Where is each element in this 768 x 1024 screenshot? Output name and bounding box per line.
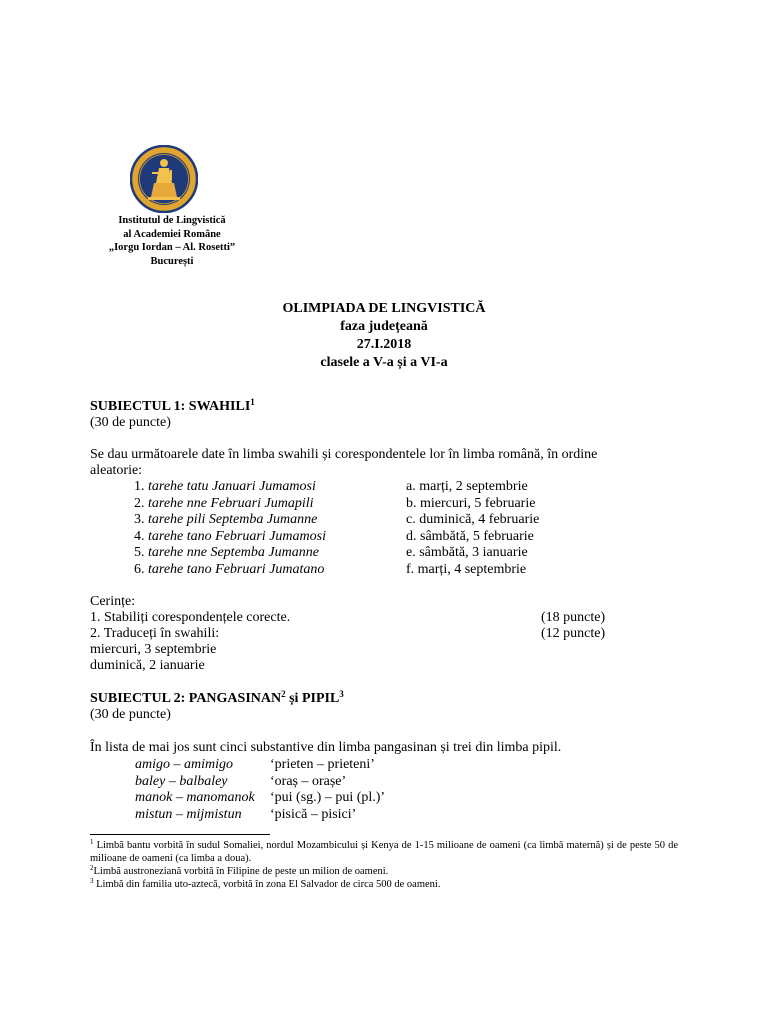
subject2-heading-text: și PIPIL — [285, 691, 340, 706]
footnote-separator — [90, 834, 270, 835]
footnote-number: 1 — [90, 838, 94, 846]
romanian-options — [406, 478, 539, 577]
list-item-text: tarehe nne Februari Jumapili — [148, 495, 314, 511]
word-pair-forms: amigo – amimigo — [135, 757, 233, 772]
subject1-points: (30 de puncte) — [90, 415, 171, 430]
footnote-ref: 3 — [339, 689, 344, 699]
list-item-number: 6. — [134, 561, 145, 577]
academy-seal-icon — [130, 145, 198, 213]
footnote — [90, 840, 678, 865]
word-pairs — [135, 756, 385, 822]
list-item — [134, 528, 326, 545]
task-1-points: (18 puncte) — [541, 610, 606, 625]
option-item: d. sâmbătă, 5 februarie — [406, 528, 534, 544]
word-pair-forms: mistun – mijmistun — [135, 806, 242, 822]
word-pair-forms: baley – balbaley — [135, 773, 228, 789]
translate-item: duminică, 2 ianuarie — [90, 658, 205, 673]
footnote-text: Limbă austroneziană vorbită în Filipine de peste un milion de oameni. — [93, 866, 389, 877]
list-item — [134, 511, 326, 528]
title-line: faza județeană — [340, 319, 428, 334]
title-line: OLIMPIADA DE LINGVISTICĂ — [282, 301, 486, 316]
list-item-text: tarehe pili Septemba Jumanne — [148, 512, 318, 527]
title-line: clasele a V-a și a VI-a — [320, 355, 448, 370]
institution-line: Institutul de Lingvistică — [118, 215, 226, 226]
list-item-text: tarehe nne Septemba Jumanne — [148, 545, 319, 560]
subject1-heading — [90, 398, 255, 415]
institution-line: al Academiei Române — [123, 228, 221, 240]
word-pair-meaning: ‘prieten – prieteni’ — [270, 757, 375, 772]
list-item-number: 4. — [134, 528, 145, 544]
list-item — [134, 478, 326, 495]
list-item-text: tarehe tatu Januari Jumamosi — [148, 479, 316, 494]
option-item: f. marți, 4 septembrie — [406, 561, 527, 577]
option-item: b. miercuri, 5 februarie — [406, 495, 536, 511]
institution-line: „Iorgu Iordan – Al. Rosetti” — [108, 242, 236, 253]
footnote-ref: 1 — [250, 397, 255, 407]
list-item — [134, 561, 326, 578]
task-1: 1. Stabiliți corespondențele corecte. — [90, 610, 291, 625]
word-pair — [135, 789, 385, 806]
subject2-heading-text: SUBIECTUL 2: PANGASINAN — [90, 691, 282, 706]
word-pair-meaning: ‘oraș – orașe’ — [270, 773, 347, 789]
subject2-intro: În lista de mai jos sunt cinci substantive din limba pangasinan și trei din limba pipil. — [90, 740, 562, 755]
word-pair-forms: manok – manomanok — [135, 790, 255, 805]
footnote-number: 3 — [90, 877, 94, 885]
word-pair-meaning: ‘pui (sg.) – pui (pl.)’ — [270, 790, 386, 805]
list-item — [134, 544, 326, 561]
institution-line: București — [150, 255, 194, 267]
subject1-intro-line: Se dau următoarele date în limba swahili și corespondentele lor în limba română, în ordine — [90, 447, 598, 462]
subject1-heading-text: SUBIECTUL 1: SWAHILI — [90, 399, 251, 414]
tasks-label: Cerințe: — [90, 594, 136, 609]
swahili-list — [134, 478, 326, 577]
footnote — [90, 866, 678, 879]
list-item-number: 5. — [134, 545, 145, 560]
subject2-heading — [90, 690, 344, 707]
list-item-number: 2. — [134, 495, 145, 511]
list-item-text: tarehe tano Februari Jumatano — [148, 561, 325, 577]
task-2-points: (12 puncte) — [541, 626, 606, 641]
footnote — [90, 879, 678, 892]
translate-item: miercuri, 3 septembrie — [90, 642, 217, 657]
list-item — [134, 495, 326, 512]
option-item: e. sâmbătă, 3 ianuarie — [406, 545, 528, 560]
footnote-text: Limbă din familia uto-aztecă, vorbită în zona El Salvador de circa 500 de oameni. — [96, 879, 441, 890]
subject2-points: (30 de puncte) — [90, 707, 171, 722]
option-item: c. duminică, 4 februarie — [406, 512, 540, 527]
institution-block — [92, 214, 252, 268]
list-item-text: tarehe tano Februari Jumamosi — [148, 528, 326, 544]
document-title — [0, 300, 768, 372]
word-pair — [135, 806, 385, 823]
option-item: a. marți, 2 septembrie — [406, 479, 528, 494]
footnote-ref: 2 — [281, 689, 286, 699]
word-pair — [135, 756, 385, 773]
task-2: 2. Traduceți în swahili: — [90, 626, 220, 641]
list-item-number: 3. — [134, 512, 145, 527]
footnote-text: Limbă bantu vorbită în sudul Somaliei, nordul Mozambicului și Kenya de 1-15 milioane de oameni (ca limbă maternă) și de peste 50 de milioane de oameni (ca limba a doua). — [90, 840, 678, 864]
subject1-intro-line: aleatorie: — [90, 463, 143, 478]
list-item-number: 1. — [134, 479, 145, 494]
word-pair — [135, 773, 385, 790]
title-line: 27.I.2018 — [356, 337, 412, 352]
word-pair-meaning: ‘pisică – pisici’ — [270, 806, 357, 822]
footnote-number: 2 — [90, 864, 94, 872]
